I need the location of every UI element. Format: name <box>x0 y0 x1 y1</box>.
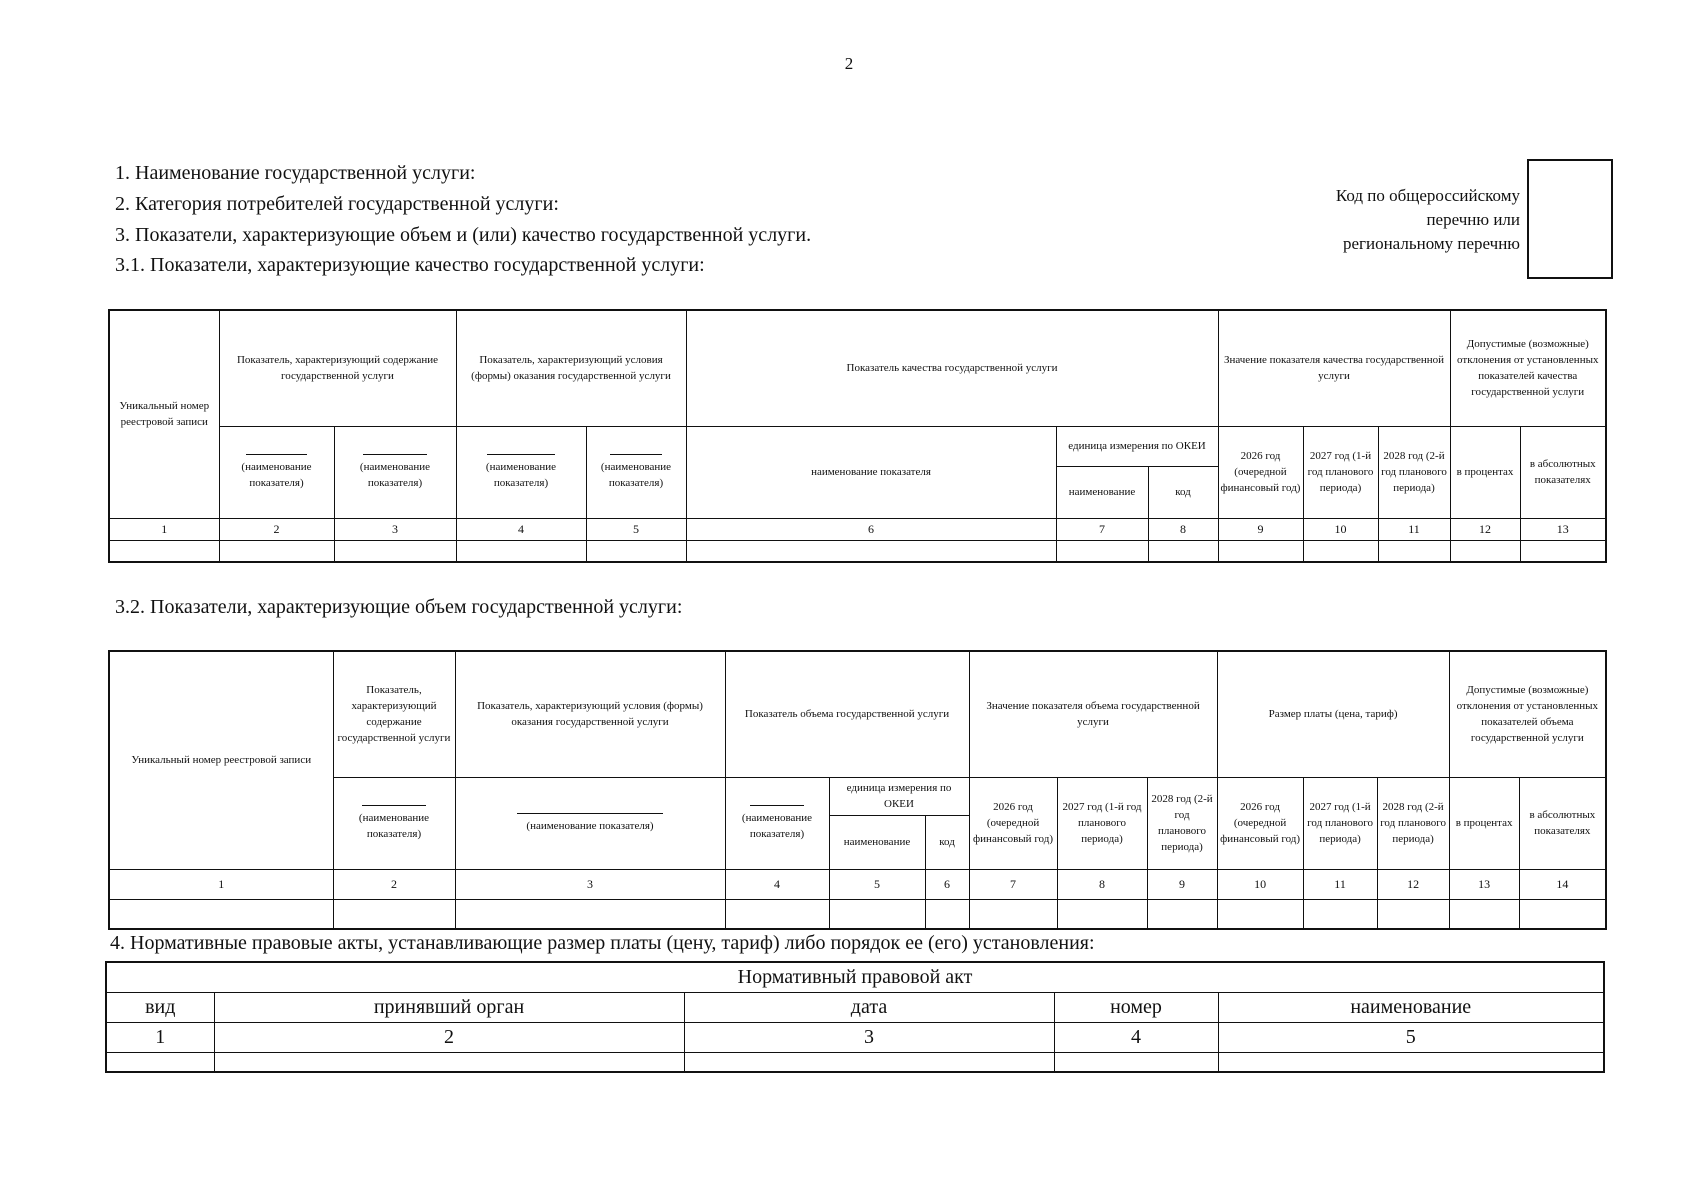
q-name-of-indicator: наименование показателя <box>686 426 1056 518</box>
act-cell[interactable] <box>1218 1052 1604 1072</box>
q-in-absolute: в абсолютных показателях <box>1520 426 1606 518</box>
q-deviations: Допустимые (возможные) отклонения от установленных показателей качества государственной услуги <box>1450 310 1606 426</box>
act-cell[interactable] <box>684 1052 1054 1072</box>
q-num-9: 9 <box>1218 518 1303 540</box>
act-num-1: 1 <box>106 1022 214 1052</box>
v-fee-2026: 2026 год (очередной финансовый год) <box>1217 777 1303 869</box>
v-volume-indicator: Показатель объема государственной услуги <box>725 651 969 777</box>
volume-table <box>108 650 1607 930</box>
act-col-number: номер <box>1054 992 1218 1022</box>
act-col-type: вид <box>106 992 214 1022</box>
v-cell[interactable] <box>969 899 1057 929</box>
v-volume-value: Значение показателя объема государственной услуги <box>969 651 1217 777</box>
v-num-5: 5 <box>829 869 925 899</box>
q-num-8: 8 <box>1148 518 1218 540</box>
v-cell[interactable] <box>1057 899 1147 929</box>
q-indicator-name-2: (наименование показателя) <box>334 426 456 518</box>
act-cell[interactable] <box>106 1052 214 1072</box>
code-label-line-2: перечню или <box>1426 210 1520 229</box>
act-cell[interactable] <box>214 1052 684 1072</box>
q-num-1: 1 <box>109 518 219 540</box>
v-fee-2028: 2028 год (2-й год планового периода) <box>1377 777 1449 869</box>
v-in-absolute: в абсолютных показателях <box>1519 777 1606 869</box>
v-unique-number: Уникальный номер реестровой записи <box>109 651 333 869</box>
act-num-5: 5 <box>1218 1022 1604 1052</box>
act-col-name: наименование <box>1218 992 1604 1022</box>
q-num-12: 12 <box>1450 518 1520 540</box>
v-indicator-name-1: (наименование показателя) <box>333 777 455 869</box>
v-cell[interactable] <box>333 899 455 929</box>
q-num-5: 5 <box>586 518 686 540</box>
v-deviations: Допустимые (возможные) отклонения от установленных показателей объема государственной услуги <box>1449 651 1606 777</box>
v-cell[interactable] <box>1377 899 1449 929</box>
q-num-13: 13 <box>1520 518 1606 540</box>
q-in-percent: в процентах <box>1450 426 1520 518</box>
q-unique-number: Уникальный номер реестровой записи <box>109 310 219 518</box>
q-indicator-name-1: (наименование показателя) <box>219 426 334 518</box>
v-cell[interactable] <box>455 899 725 929</box>
page-number: 2 <box>844 54 854 73</box>
v-num-1: 1 <box>109 869 333 899</box>
q-empty-row <box>109 540 1606 562</box>
v-year-2026: 2026 год (очередной финансовый год) <box>969 777 1057 869</box>
q-cell[interactable] <box>456 540 586 562</box>
v-okei-name: наименование <box>829 815 925 869</box>
v-conditions-indicator: Показатель, характеризующий условия (формы) оказания государственной услуги <box>455 651 725 777</box>
v-num-10: 10 <box>1217 869 1303 899</box>
v-num-13: 13 <box>1449 869 1519 899</box>
q-year-2028: 2028 год (2-й год планового периода) <box>1378 426 1450 518</box>
v-indicator-name-2: (наименование показателя) <box>455 777 725 869</box>
q-num-10: 10 <box>1303 518 1378 540</box>
heading-consumer-category: 2. Категория потребителей государственной услуги: <box>115 193 559 215</box>
q-cell[interactable] <box>586 540 686 562</box>
q-conditions-indicator: Показатель, характеризующий условия (формы) оказания государственной услуги <box>456 310 686 426</box>
q-okei-unit: единица измерения по ОКЕИ <box>1056 426 1218 466</box>
v-year-2028: 2028 год (2-й год планового периода) <box>1147 777 1217 869</box>
code-label-line-1: Код по общероссийскому <box>1335 186 1520 205</box>
act-empty-row <box>106 1052 1604 1072</box>
q-year-2027: 2027 год (1-й год планового периода) <box>1303 426 1378 518</box>
v-year-2027: 2027 год (1-й год планового периода) <box>1057 777 1147 869</box>
act-table-title: Нормативный правовой акт <box>106 962 1604 992</box>
heading-volume-indicators: 3.2. Показатели, характеризующие объем государственной услуги: <box>115 596 683 618</box>
q-indicator-name-4: (наименование показателя) <box>586 426 686 518</box>
v-cell[interactable] <box>1217 899 1303 929</box>
v-cell[interactable] <box>1303 899 1377 929</box>
v-num-14: 14 <box>1519 869 1606 899</box>
v-cell[interactable] <box>1147 899 1217 929</box>
code-box[interactable] <box>1527 159 1613 279</box>
q-num-3: 3 <box>334 518 456 540</box>
act-col-authority: принявший орган <box>214 992 684 1022</box>
act-num-3: 3 <box>684 1022 1054 1052</box>
v-fee-2027: 2027 год (1-й год планового периода) <box>1303 777 1377 869</box>
q-cell[interactable] <box>686 540 1056 562</box>
code-label-line-3: региональному перечню <box>1342 234 1520 253</box>
act-cell[interactable] <box>1054 1052 1218 1072</box>
act-num-2: 2 <box>214 1022 684 1052</box>
normative-acts-table <box>105 961 1605 1073</box>
heading-quality-indicators: 3.1. Показатели, характеризующие качество государственной услуги: <box>115 254 705 276</box>
v-indicator-name-3: (наименование показателя) <box>725 777 829 869</box>
q-num-2: 2 <box>219 518 334 540</box>
q-cell[interactable] <box>334 540 456 562</box>
q-okei-name: наименование <box>1056 466 1148 518</box>
code-label <box>1290 184 1520 256</box>
q-num-11: 11 <box>1378 518 1450 540</box>
heading-service-name: 1. Наименование государственной услуги: <box>115 162 476 184</box>
act-num-4: 4 <box>1054 1022 1218 1052</box>
v-in-percent: в процентах <box>1449 777 1519 869</box>
quality-table <box>108 309 1607 563</box>
v-okei-code: код <box>925 815 969 869</box>
q-quality-indicator: Показатель качества государственной услуги <box>686 310 1218 426</box>
v-cell[interactable] <box>109 899 333 929</box>
v-empty-row <box>109 899 1606 929</box>
v-num-2: 2 <box>333 869 455 899</box>
v-cell[interactable] <box>829 899 925 929</box>
v-num-4: 4 <box>725 869 829 899</box>
q-cell[interactable] <box>1148 540 1218 562</box>
v-cell[interactable] <box>725 899 829 929</box>
q-cell[interactable] <box>109 540 219 562</box>
q-content-indicator: Показатель, характеризующий содержание государственной услуги <box>219 310 456 426</box>
v-cell[interactable] <box>1449 899 1519 929</box>
q-cell[interactable] <box>219 540 334 562</box>
q-quality-value: Значение показателя качества государственной услуги <box>1218 310 1450 426</box>
v-content-indicator: Показатель, характеризующий содержание государственной услуги <box>333 651 455 777</box>
v-cell[interactable] <box>1519 899 1606 929</box>
v-num-12: 12 <box>1377 869 1449 899</box>
heading-normative-acts: 4. Нормативные правовые акты, устанавливающие размер платы (цену, тариф) либо порядок ее (его) установления: <box>110 932 1095 954</box>
act-col-date: дата <box>684 992 1054 1022</box>
v-num-3: 3 <box>455 869 725 899</box>
q-num-6: 6 <box>686 518 1056 540</box>
v-num-6: 6 <box>925 869 969 899</box>
q-okei-code: код <box>1148 466 1218 518</box>
q-cell[interactable] <box>1056 540 1148 562</box>
q-cell[interactable] <box>1450 540 1520 562</box>
q-num-4: 4 <box>456 518 586 540</box>
q-cell[interactable] <box>1520 540 1606 562</box>
v-num-11: 11 <box>1303 869 1377 899</box>
v-num-8: 8 <box>1057 869 1147 899</box>
v-fee: Размер платы (цена, тариф) <box>1217 651 1449 777</box>
q-cell[interactable] <box>1378 540 1450 562</box>
q-cell[interactable] <box>1303 540 1378 562</box>
heading-indicators: 3. Показатели, характеризующие объем и (или) качество государственной услуги. <box>115 224 812 246</box>
q-cell[interactable] <box>1218 540 1303 562</box>
v-num-7: 7 <box>969 869 1057 899</box>
q-year-2026: 2026 год (очередной финансовый год) <box>1218 426 1303 518</box>
q-num-7: 7 <box>1056 518 1148 540</box>
v-num-9: 9 <box>1147 869 1217 899</box>
q-indicator-name-3: (наименование показателя) <box>456 426 586 518</box>
v-okei-unit: единица измерения по ОКЕИ <box>829 777 969 815</box>
v-cell[interactable] <box>925 899 969 929</box>
